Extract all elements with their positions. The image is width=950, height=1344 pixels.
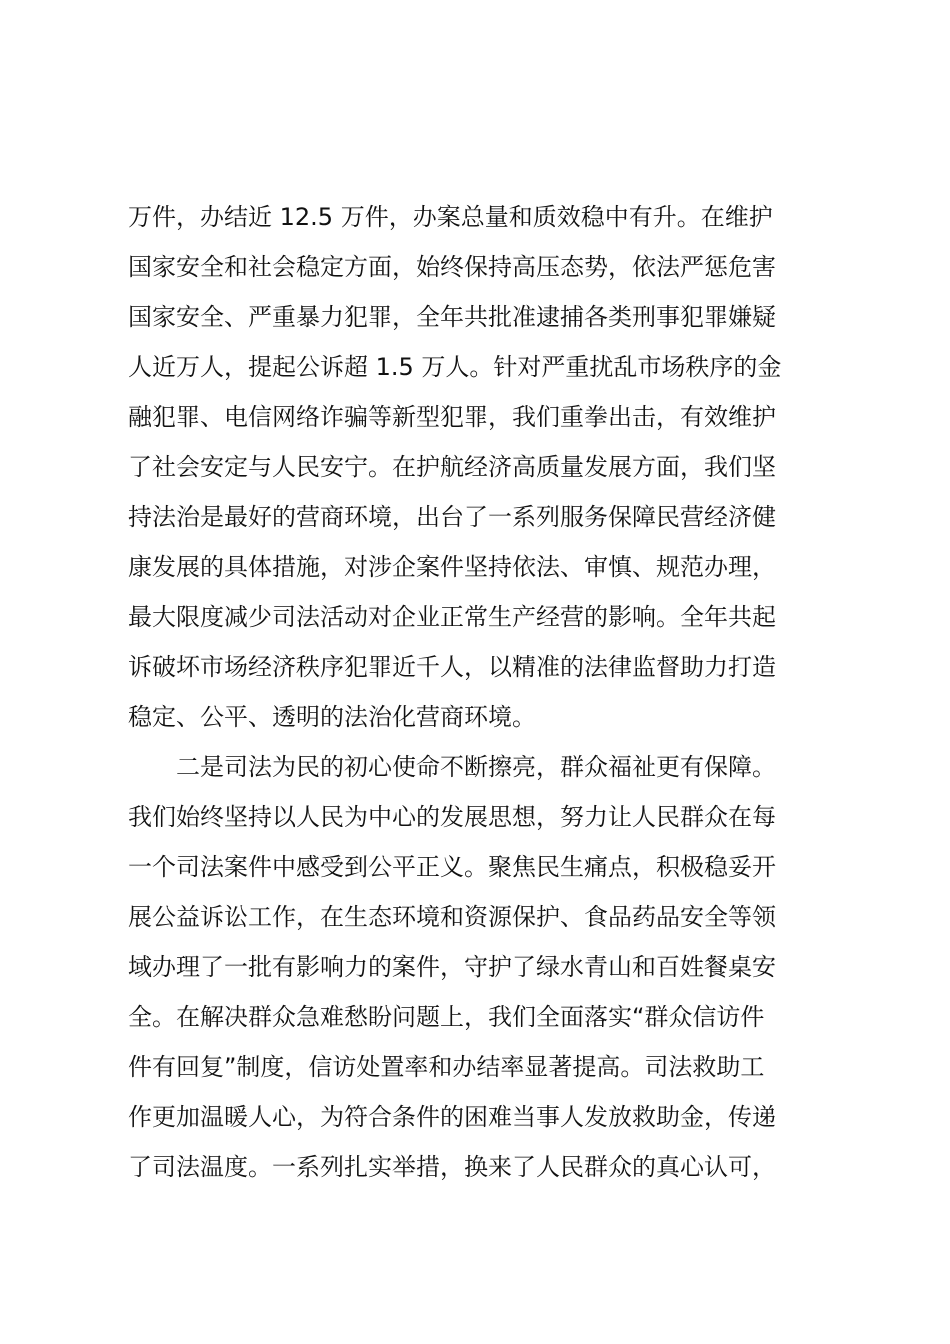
text-line: 最大限度减少司法活动对企业正常生产经营的影响。全年共起 xyxy=(128,603,776,631)
text-line: 万件，办结近 12.5 万件，办案总量和质效稳中有升。在维护 xyxy=(128,203,773,231)
text-line: 人近万人，提起公诉超 1.5 万人。针对严重扰乱市场秩序的金 xyxy=(128,353,782,381)
text-line: 持法治是最好的营商环境，出台了一系列服务保障民营经济健 xyxy=(128,503,776,531)
text-line: 国家安全和社会稳定方面，始终保持高压态势，依法严惩危害 xyxy=(128,253,776,281)
text-line: 全。在解决群众急难愁盼问题上，我们全面落实“群众信访件 xyxy=(128,1003,765,1031)
text-line: 康发展的具体措施，对涉企案件坚持依法、审慎、规范办理， xyxy=(128,553,776,581)
text-line: 国家安全、严重暴力犯罪，全年共批准逮捕各类刑事犯罪嫌疑 xyxy=(128,303,776,331)
text-line: 诉破坏市场经济秩序犯罪近千人，以精准的法律监督助力打造 xyxy=(128,653,776,681)
text-line: 了社会安定与人民安宁。在护航经济高质量发展方面，我们坚 xyxy=(128,453,776,481)
text-line: 稳定、公平、透明的法治化营商环境。 xyxy=(128,703,536,731)
paragraph-start-line: 二是司法为民的初心使命不断擦亮，群众福祉更有保障。 xyxy=(176,753,776,781)
text-line: 件有回复”制度，信访处置率和办结率显著提高。司法救助工 xyxy=(128,1053,765,1081)
text-line: 作更加温暖人心，为符合条件的困难当事人发放救助金，传递 xyxy=(128,1103,776,1131)
text-line: 融犯罪、电信网络诈骗等新型犯罪，我们重拳出击，有效维护 xyxy=(128,403,776,431)
text-line: 我们始终坚持以人民为中心的发展思想，努力让人民群众在每 xyxy=(128,803,776,831)
text-line: 了司法温度。一系列扎实举措，换来了人民群众的真心认可， xyxy=(128,1153,776,1181)
body-text xyxy=(128,192,828,1192)
text-line: 展公益诉讼工作，在生态环境和资源保护、食品药品安全等领 xyxy=(128,903,776,931)
text-line: 一个司法案件中感受到公平正义。聚焦民生痛点，积极稳妥开 xyxy=(128,853,776,881)
text-line: 域办理了一批有影响力的案件，守护了绿水青山和百姓餐桌安 xyxy=(128,953,776,981)
